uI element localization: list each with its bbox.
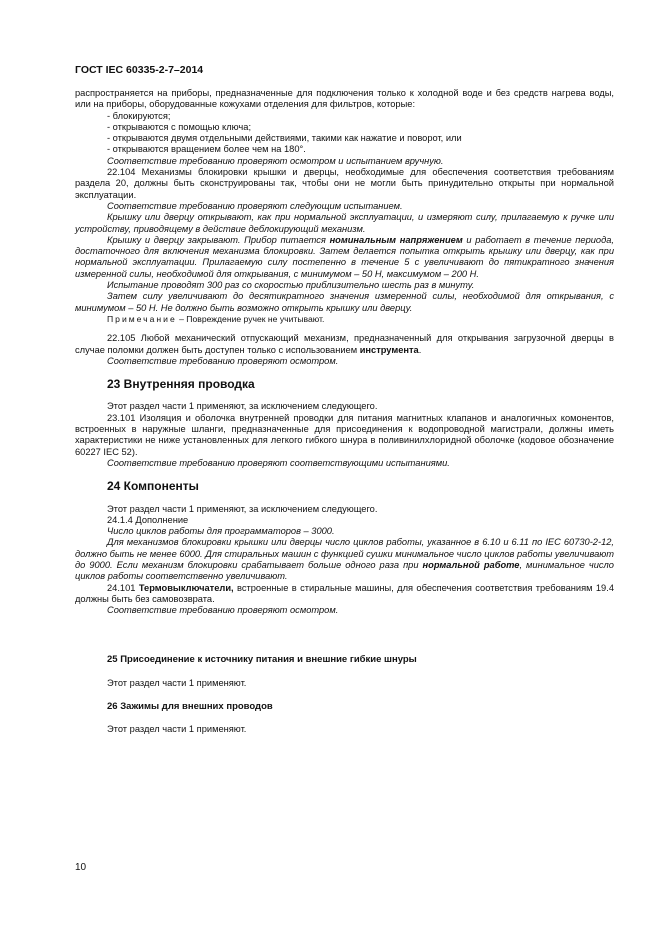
section-25-heading: 25 Присоединение к источнику питания и внешние гибкие шнуры: [107, 654, 417, 666]
compliance-text: Соответствие требованию проверяют следующим испытанием.: [107, 200, 403, 211]
test-paragraph-1: Крышку или дверцу открывают, как при нормальной эксплуатации, и измеряют силу, прилагаемую к ручке или устройству, приводящему в действие деблокирующий механизм.: [75, 212, 614, 234]
term-normal-operation: нормальной работе: [422, 559, 520, 570]
compliance-text: Соответствие требованию проверяют соответствующими испытаниями.: [107, 457, 450, 468]
compliance-text: Соответствие требованию проверяют осмотром.: [107, 355, 339, 366]
compliance-text: Соответствие требованию проверяют осмотром и испытанием вручную.: [107, 155, 444, 166]
list-item: - открываются с помощью ключа;: [107, 121, 252, 132]
document-header: ГОСТ IEC 60335-2-7–2014: [75, 64, 204, 76]
term-rated-voltage: номинальным напряжением: [329, 234, 463, 245]
clause-22-104: 22.104 Механизмы блокировки крышки и дверцы, необходимые для обеспечения соответствия требованиям раздела 20, должны быть сконструированы так, чтобы они не могли быть принудительно открыты при нормальной эксплуатации.: [75, 167, 614, 200]
clause-23-101: 23.101 Изоляция и оболочка внутренней проводки для питания магнитных клапанов и аналогичных комонентов, встроенных в наружные шланги, предназначенные для присоединения к водопроводной магистрали, должны иметь характеристики не ниже установленных для легкого гибкого шнура в поливинилхлоридной оболочке (кодовое обозначение 60227 IEC 52).: [75, 412, 614, 457]
term-tool: инструмента: [359, 344, 419, 355]
note: Примечание – Повреждение ручек не учитывают.: [107, 313, 325, 324]
section-25-text: Этот раздел части 1 применяют.: [107, 677, 247, 688]
test-paragraph-2: Крышку и дверцу закрывают. Прибор питается номинальным напряжением и работает в течение периода, достаточного для включения механизма блокировки. Затем делается попытка открыть крышку или дверцу, как при нормальной эксплуатации. Прилагаемую силу постепенно в течение 5 с увеличивают до пятикратного значения измеренной силы, необходимой для открывания, с минимумом – 50 Н, максимумом – 200 Н.: [75, 234, 614, 279]
list-item: - открываются двумя отдельными действиями, такими как нажатие и поворот, или: [107, 133, 462, 144]
list-item: - блокируются;: [107, 110, 171, 121]
section-23-intro: Этот раздел части 1 применяют, за исключением следующего.: [107, 401, 378, 412]
clause-24-1-4: 24.1.4 Дополнение: [107, 514, 189, 525]
paragraph-intro: распространяется на приборы, предназначенные для подключения только к холодной воде и без средств нагрева воды, или на приборы, оборудованные кожухами отделения для фильтров, которые:: [75, 88, 614, 110]
section-26-text: Этот раздел части 1 применяют.: [107, 724, 247, 735]
clause-24-101: 24.101 Термовыключатели, встроенные в стиральные машины, для обеспечения соответствия требованиям 19.4 должны быть без самовозврата.: [75, 582, 614, 604]
clause-22-105: 22.105 Любой механический отпускающий механизм, предназначенный для открывания загрузочной дверцы в случае поломки должен быть доступен только с использованием инструмента.: [75, 333, 614, 355]
test-paragraph-4: Затем силу увеличивают до десятикратного значения измеренной силы, необходимой для открывания, с минимумом – 50 Н. Не должно быть возможно открыть крышку или дверцу.: [75, 291, 614, 313]
compliance-text: Соответствие требованию проверяют осмотром.: [107, 605, 339, 616]
term-thermal-cutouts: Термовыключатели,: [138, 582, 234, 593]
section-24-heading: 24 Компоненты: [107, 479, 199, 494]
section-24-intro: Этот раздел части 1 применяют, за исключением следующего.: [107, 503, 378, 514]
clause-24-1-4-cycles: Число циклов работы для программаторов – 3000.: [107, 526, 335, 537]
clause-24-1-4-lock: Для механизмов блокировки крышки или дверцы число циклов работы, указанное в 6.10 и 6.11 по IEC 60730-2-12, должно быть не менее 6000. Для стиральных машин с функцией сушки минимальное число циклов работы увеличивают до 9000. Если механизм блокировки срабатывает больше одного раза при нормальной работе, минимальное число циклов работы соответственно увеличивают.: [75, 537, 615, 582]
section-26-heading: 26 Зажимы для внешних проводов: [107, 701, 273, 713]
note-label: Примечание: [107, 313, 177, 324]
test-paragraph-3: Испытание проводят 300 раз со скоростью приблизительно шесть раз в минуту.: [107, 280, 475, 291]
list-item: - открываются вращением более чем на 180°.: [107, 144, 306, 155]
section-23-heading: 23 Внутренняя проводка: [107, 377, 255, 392]
document-body: [75, 88, 614, 736]
page-number: 10: [75, 862, 87, 873]
